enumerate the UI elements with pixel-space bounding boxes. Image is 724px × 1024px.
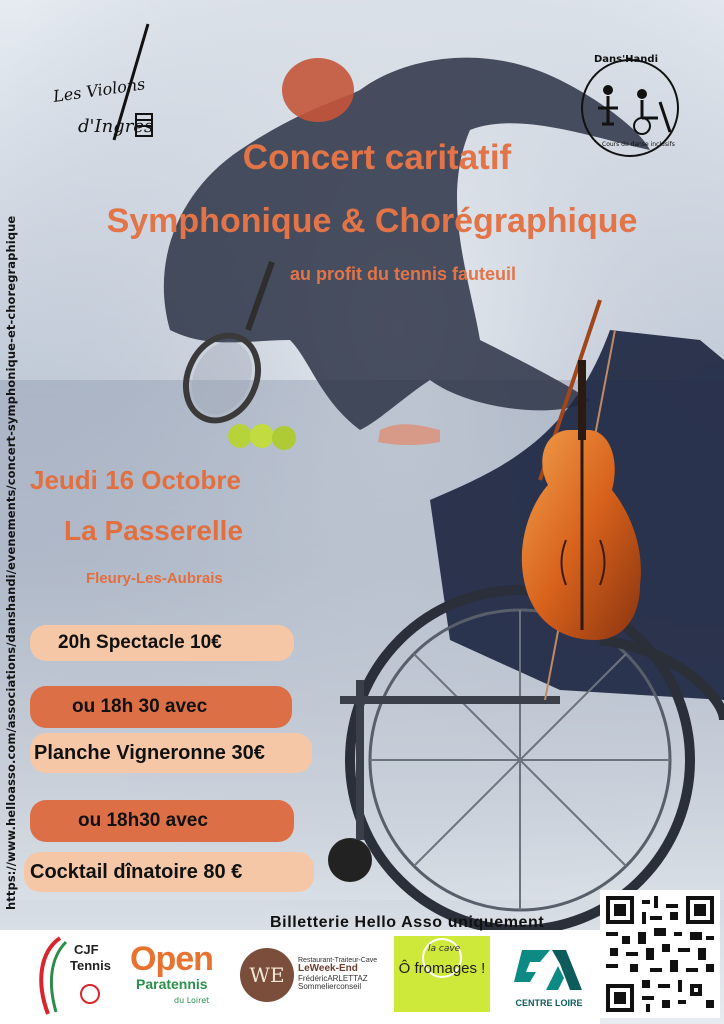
danshandi-tagline: Cours de danse inclusifs bbox=[602, 141, 675, 148]
helloasso-url[interactable]: https://www.helloasso.com/associations/danshandi/evenements/concert-symphonique-et-choregraphique bbox=[4, 215, 18, 910]
offer-spectacle bbox=[30, 625, 294, 661]
svg-text:Les Violons: Les Violons bbox=[51, 74, 147, 106]
title-line-1: Concert caritatif bbox=[242, 138, 512, 177]
event-city: Fleury-Les-Aubrais bbox=[86, 570, 223, 587]
cjf-label: CJF bbox=[74, 942, 99, 957]
offer-cocktail bbox=[24, 852, 314, 892]
danshandi-label: Dans'Handi bbox=[594, 54, 659, 65]
restaurant-line-4: Sommelierconseil bbox=[298, 982, 362, 992]
offer-text: ou 18h30 avec bbox=[78, 810, 208, 831]
ca-mark-icon bbox=[506, 942, 592, 998]
restaurant-text bbox=[298, 957, 388, 992]
offer-text: Cocktail dînatoire 80 € bbox=[30, 860, 243, 883]
offer-option-1 bbox=[30, 686, 292, 728]
restaurant-line-3: FrédéricARLETTAZ bbox=[298, 973, 368, 983]
fromages-label: Ô fromages ! bbox=[398, 960, 486, 977]
cave-o-fromages-logo bbox=[394, 936, 490, 1012]
le-week-end-logo bbox=[240, 940, 294, 1010]
cjf-tennis-logo bbox=[30, 932, 122, 1020]
svg-text:d'Ingres: d'Ingres bbox=[78, 116, 154, 137]
tennis-label: Tennis bbox=[70, 958, 111, 973]
tennis-balls bbox=[228, 424, 296, 450]
restaurant-line-1: Restaurant-Traiteur-Cave bbox=[298, 957, 378, 964]
open-word: Open bbox=[130, 940, 213, 978]
subtitle: au profit du tennis fauteuil bbox=[290, 264, 516, 284]
restaurant-line-2: LeWeek-End bbox=[298, 963, 358, 975]
qr-code[interactable] bbox=[600, 890, 720, 1018]
offer-text: Planche Vigneronne 30€ bbox=[34, 741, 265, 764]
offer-text: ou 18h 30 avec bbox=[72, 696, 208, 717]
centre-loire-label: CENTRE LOIRE bbox=[515, 998, 583, 1008]
offer-planche bbox=[30, 733, 312, 773]
event-venue: La Passerelle bbox=[64, 515, 244, 546]
paratennis-word: Paratennis bbox=[136, 976, 208, 992]
offer-option-2 bbox=[30, 800, 294, 842]
event-date: Jeudi 16 Octobre bbox=[30, 465, 241, 495]
title-line-2: Symphonique & Chorégraphique bbox=[106, 202, 638, 240]
credit-agricole-logo bbox=[506, 942, 592, 1014]
du-loiret: du Loiret bbox=[174, 996, 210, 1005]
offer-text: 20h Spectacle 10€ bbox=[58, 632, 222, 653]
ticketing-label: Billetterie Hello Asso uniquement bbox=[270, 914, 545, 931]
we-mark: WE bbox=[240, 948, 294, 1002]
cave-label: la cave bbox=[428, 944, 461, 954]
open-paratennis-logo bbox=[130, 940, 230, 1012]
